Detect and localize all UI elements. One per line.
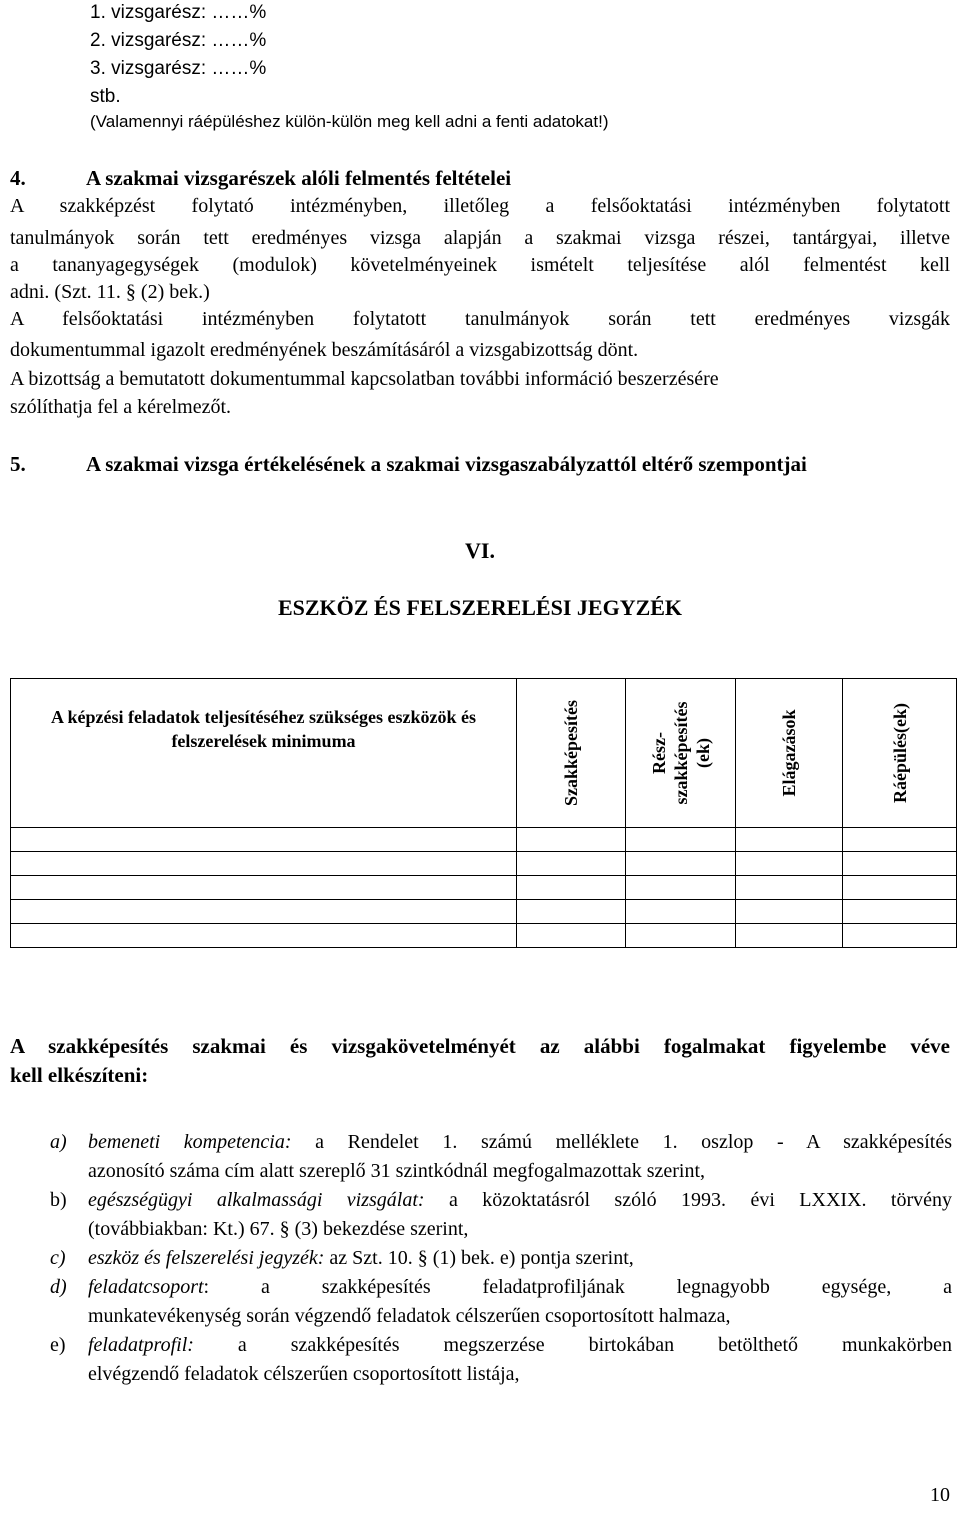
header-szakkepesites — [517, 679, 626, 828]
header-raepulesek — [843, 679, 957, 828]
list-item-stb: stb. — [90, 86, 121, 107]
section-4-line-5: A felsőoktatási intézményben folytatott tanulmányok során tett eredményes vizsgák — [10, 308, 950, 330]
header-elagazasok — [736, 679, 843, 828]
concept-e-line-2: elvégzendő feladatok célszerűen csoportosított listája, — [88, 1363, 520, 1385]
section-4-line-4: adni. (Szt. 11. § (2) bek.) — [10, 281, 210, 303]
section-4-line-7: A bizottság a bemutatott dokumentummal kapcsolatban további információ beszerzésére — [10, 368, 719, 390]
header-szakkepesites-label: Szakképesítés — [561, 699, 581, 807]
table-row — [11, 828, 957, 852]
concept-d-label: d) — [50, 1276, 67, 1298]
table-row — [11, 900, 957, 924]
header-raepulesek-label: Ráépülés(ek) — [889, 703, 910, 803]
table-row — [11, 876, 957, 900]
concepts-intro-line-2: kell elkészíteni: — [10, 1063, 149, 1087]
list-item-1: 1. vizsgarész: ……% — [90, 2, 267, 23]
concept-e-line-1: feladatprofil: a szakképesítés megszerzése birtokában betölthető munkakörben — [88, 1334, 952, 1356]
header-equipment-line-2: felszerelések minimuma — [171, 731, 356, 751]
concept-d-line-2: munkatevékenység során végzendő feladatok célszerűen csoportosított halmaza, — [88, 1305, 731, 1327]
section-4-line-3: a tananyagegységek (modulok) követelményeinek ismételt teljesítése alól felmentést kell — [10, 254, 950, 276]
table-row — [11, 924, 957, 948]
section-4-line-1: A szakképzést folytató intézményben, illetőleg a felsőoktatási intézményben folytatott — [10, 195, 950, 217]
concept-e-label: e) — [50, 1334, 66, 1356]
concept-c-line-1: eszköz és felszerelési jegyzék: az Szt. 10. § (1) bek. e) pontja szerint, — [88, 1247, 634, 1269]
section-4-line-6: dokumentummal igazolt eredményének beszámításáról a vizsgabizottság dönt. — [10, 339, 639, 361]
section-5-heading: A szakmai vizsga értékelésének a szakmai vizsgaszabályzattól eltérő szempontjai — [86, 452, 807, 476]
chapter-title: ESZKÖZ ÉS FELSZERELÉSI JEGYZÉK — [277, 595, 683, 620]
concept-a-label: a) — [50, 1131, 67, 1153]
section-4-heading: A szakmai vizsgarészek alóli felmentés feltételei — [86, 166, 512, 190]
table-row — [11, 852, 957, 876]
concept-c-label: c) — [50, 1247, 66, 1269]
chapter-numeral: VI. — [465, 538, 495, 563]
list-note: (Valamennyi ráépüléshez külön-külön meg kell adni a fenti adatokat!) — [90, 112, 609, 131]
header-resz-line-1: Rész- — [648, 732, 669, 774]
concept-b-line-2: (továbbiakban: Kt.) 67. § (3) bekezdése szerint, — [88, 1218, 469, 1240]
section-5-number: 5. — [10, 452, 26, 476]
header-equipment-line-1: A képzési feladatok teljesítéséhez szükséges eszközök és — [51, 707, 476, 727]
list-item-3: 3. vizsgarész: ……% — [90, 58, 267, 79]
table-header-row — [11, 679, 957, 828]
concept-d-line-1: feladatcsoport: a szakképesítés feladatprofiljának legnagyobb egysége, a — [88, 1276, 952, 1298]
section-4-number: 4. — [10, 166, 26, 190]
concept-a-line-1: bemeneti kompetencia: a Rendelet 1. számú melléklete 1. oszlop - A szakképesítés — [88, 1131, 952, 1153]
header-resz-line-2: szakképesítés — [670, 701, 691, 805]
list-item-2: 2. vizsgarész: ……% — [90, 30, 267, 51]
concept-b-line-1: egészségügyi alkalmassági vizsgálat: a közoktatásról szóló 1993. évi LXXIX. törvény — [88, 1189, 952, 1211]
header-reszszakkepesites — [626, 679, 736, 828]
page-number: 10 — [930, 1484, 950, 1506]
concept-b-label: b) — [50, 1189, 67, 1211]
section-4-line-2: tanulmányok során tett eredményes vizsga alapján a szakmai vizsga részei, tantárgyai, illetve — [10, 227, 950, 249]
equipment-table — [10, 678, 957, 948]
section-4-line-8: szólíthatja fel a kérelmezőt. — [10, 396, 232, 418]
header-elagazasok-label: Elágazások — [779, 709, 799, 797]
header-resz-line-3: (ek) — [692, 738, 713, 768]
header-equipment-minimum — [11, 679, 517, 828]
concept-a-line-2: azonosító száma cím alatt szereplő 31 szintkódnál megfogalmazottak szerint, — [88, 1160, 706, 1182]
concepts-intro-line-1: A szakképesítés szakmai és vizsgakövetelményét az alábbi fogalmakat figyelembe véve — [10, 1034, 950, 1058]
header-reszszakkepesites-label — [648, 702, 714, 805]
